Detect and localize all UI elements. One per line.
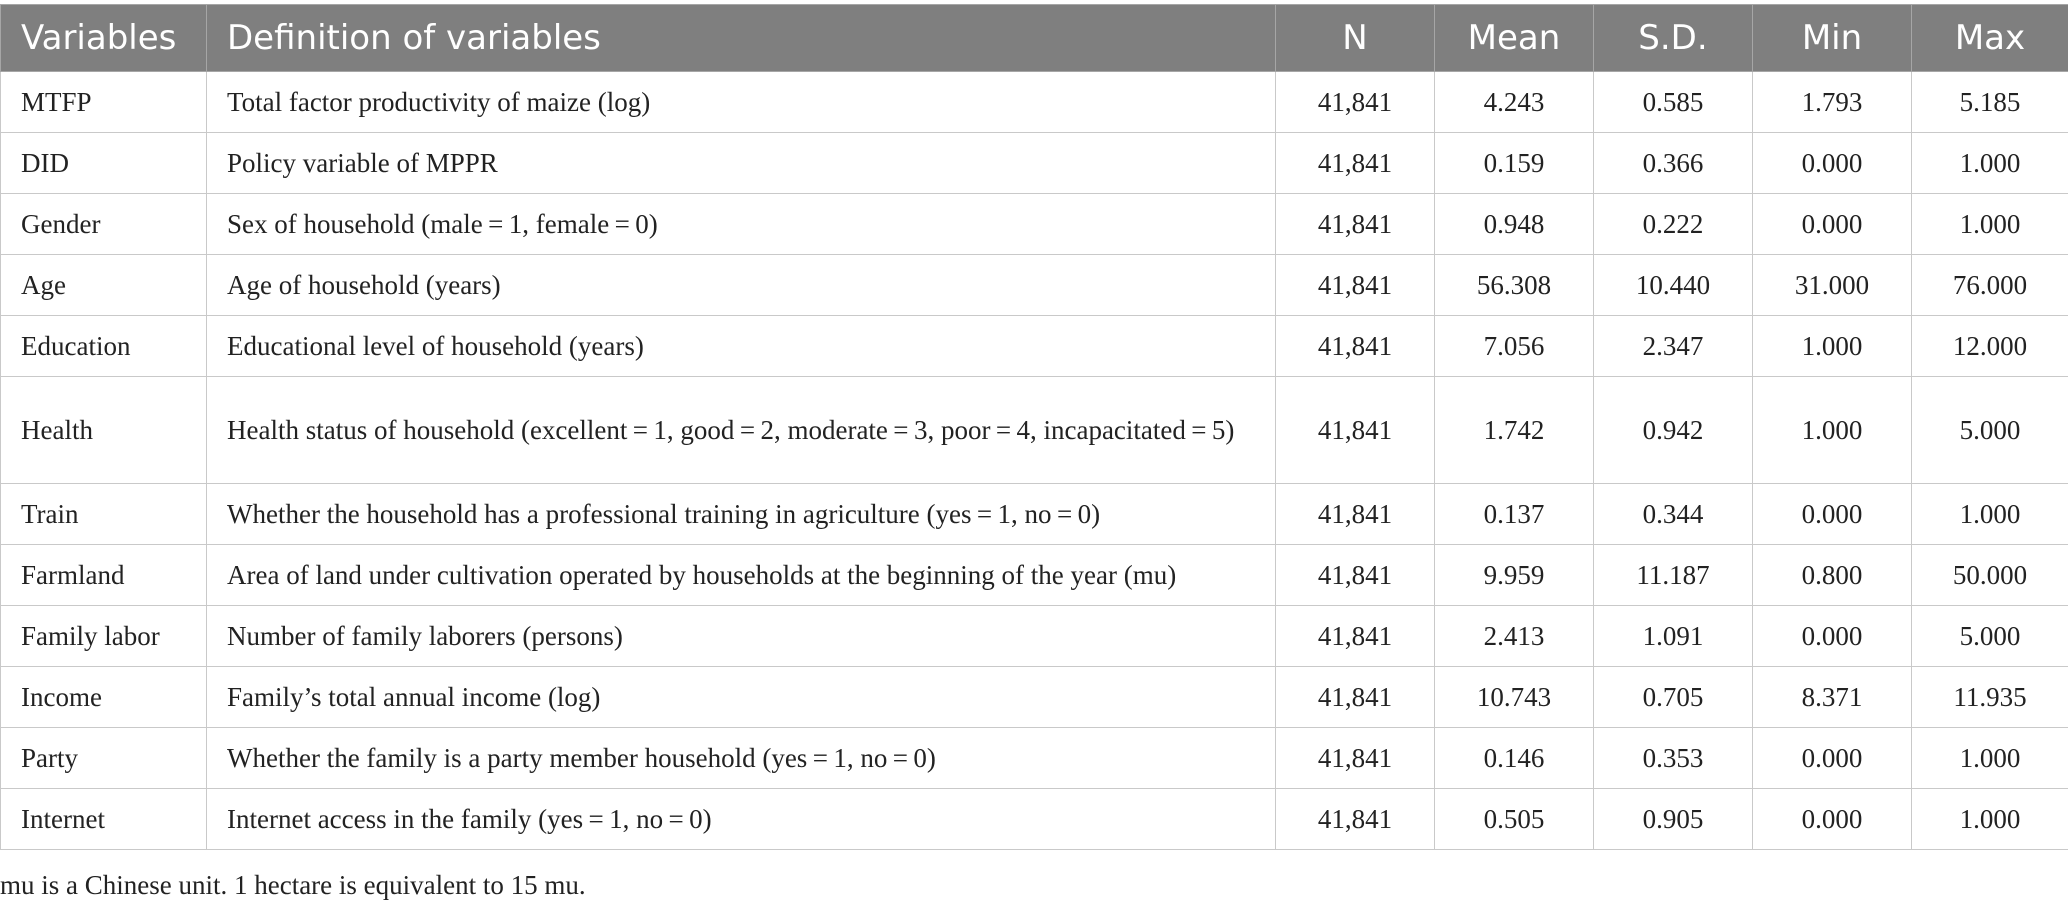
cell-variable: DID [1, 133, 207, 194]
cell-variable: MTFP [1, 72, 207, 133]
cell-sd: 0.942 [1594, 377, 1753, 484]
cell-variable: Gender [1, 194, 207, 255]
table-body [1, 72, 2068, 850]
table-row [1, 728, 2068, 789]
header-definition: Definition of variables [207, 5, 1276, 72]
cell-mean: 4.243 [1435, 72, 1594, 133]
cell-variable: Farmland [1, 545, 207, 606]
cell-n: 41,841 [1276, 133, 1435, 194]
summary-statistics-table-container [0, 4, 2068, 850]
cell-sd: 0.705 [1594, 667, 1753, 728]
cell-sd: 0.222 [1594, 194, 1753, 255]
table-row [1, 133, 2068, 194]
cell-min: 0.000 [1753, 194, 1912, 255]
table-row [1, 377, 2068, 484]
cell-n: 41,841 [1276, 545, 1435, 606]
cell-mean: 0.505 [1435, 789, 1594, 850]
cell-min: 0.000 [1753, 484, 1912, 545]
cell-min: 0.000 [1753, 728, 1912, 789]
cell-min: 0.800 [1753, 545, 1912, 606]
cell-sd: 0.344 [1594, 484, 1753, 545]
header-variables: Variables [1, 5, 207, 72]
summary-statistics-table [0, 4, 2068, 850]
cell-min: 0.000 [1753, 789, 1912, 850]
cell-sd: 2.347 [1594, 316, 1753, 377]
cell-n: 41,841 [1276, 484, 1435, 545]
table-footnote: mu is a Chinese unit. 1 hectare is equivalent to 15 mu. [0, 870, 586, 900]
cell-variable: Internet [1, 789, 207, 850]
cell-n: 41,841 [1276, 255, 1435, 316]
cell-mean: 0.137 [1435, 484, 1594, 545]
cell-max: 1.000 [1912, 728, 2068, 789]
table-row [1, 72, 2068, 133]
table-row [1, 316, 2068, 377]
cell-max: 5.000 [1912, 606, 2068, 667]
cell-definition: Total factor productivity of maize (log) [207, 72, 1276, 133]
cell-sd: 10.440 [1594, 255, 1753, 316]
cell-min: 0.000 [1753, 606, 1912, 667]
cell-min: 1.000 [1753, 316, 1912, 377]
header-max: Max [1912, 5, 2068, 72]
cell-definition: Family’s total annual income (log) [207, 667, 1276, 728]
cell-definition: Health status of household (excellent = 1, good = 2, moderate = 3, poor = 4, incapacitated = 5) [207, 377, 1276, 484]
table-row [1, 484, 2068, 545]
table-row [1, 667, 2068, 728]
cell-mean: 1.742 [1435, 377, 1594, 484]
cell-n: 41,841 [1276, 606, 1435, 667]
cell-n: 41,841 [1276, 194, 1435, 255]
cell-max: 11.935 [1912, 667, 2068, 728]
cell-definition: Whether the family is a party member household (yes = 1, no = 0) [207, 728, 1276, 789]
cell-variable: Family labor [1, 606, 207, 667]
cell-min: 0.000 [1753, 133, 1912, 194]
cell-min: 1.793 [1753, 72, 1912, 133]
cell-min: 1.000 [1753, 377, 1912, 484]
cell-variable: Education [1, 316, 207, 377]
cell-mean: 2.413 [1435, 606, 1594, 667]
cell-min: 8.371 [1753, 667, 1912, 728]
cell-definition: Number of family laborers (persons) [207, 606, 1276, 667]
table-row [1, 606, 2068, 667]
cell-definition: Whether the household has a professional training in agriculture (yes = 1, no = 0) [207, 484, 1276, 545]
header-mean: Mean [1435, 5, 1594, 72]
cell-variable: Income [1, 667, 207, 728]
cell-mean: 10.743 [1435, 667, 1594, 728]
cell-definition: Age of household (years) [207, 255, 1276, 316]
cell-sd: 0.366 [1594, 133, 1753, 194]
cell-sd: 0.905 [1594, 789, 1753, 850]
cell-sd: 1.091 [1594, 606, 1753, 667]
cell-variable: Train [1, 484, 207, 545]
cell-variable: Age [1, 255, 207, 316]
cell-n: 41,841 [1276, 728, 1435, 789]
cell-mean: 0.159 [1435, 133, 1594, 194]
cell-min: 31.000 [1753, 255, 1912, 316]
cell-max: 1.000 [1912, 133, 2068, 194]
cell-sd: 11.187 [1594, 545, 1753, 606]
cell-variable: Party [1, 728, 207, 789]
table-row [1, 789, 2068, 850]
cell-mean: 56.308 [1435, 255, 1594, 316]
cell-definition: Educational level of household (years) [207, 316, 1276, 377]
header-sd: S.D. [1594, 5, 1753, 72]
cell-max: 5.000 [1912, 377, 2068, 484]
cell-n: 41,841 [1276, 316, 1435, 377]
cell-mean: 7.056 [1435, 316, 1594, 377]
cell-max: 5.185 [1912, 72, 2068, 133]
cell-n: 41,841 [1276, 667, 1435, 728]
table-row [1, 255, 2068, 316]
table-header-row [1, 5, 2068, 72]
cell-n: 41,841 [1276, 72, 1435, 133]
cell-mean: 0.146 [1435, 728, 1594, 789]
header-min: Min [1753, 5, 1912, 72]
cell-mean: 9.959 [1435, 545, 1594, 606]
cell-max: 76.000 [1912, 255, 2068, 316]
cell-n: 41,841 [1276, 377, 1435, 484]
cell-sd: 0.585 [1594, 72, 1753, 133]
cell-sd: 0.353 [1594, 728, 1753, 789]
cell-max: 1.000 [1912, 194, 2068, 255]
cell-max: 50.000 [1912, 545, 2068, 606]
cell-definition: Sex of household (male = 1, female = 0) [207, 194, 1276, 255]
table-row [1, 545, 2068, 606]
cell-max: 1.000 [1912, 484, 2068, 545]
cell-definition: Internet access in the family (yes = 1, no = 0) [207, 789, 1276, 850]
cell-mean: 0.948 [1435, 194, 1594, 255]
cell-n: 41,841 [1276, 789, 1435, 850]
header-n: N [1276, 5, 1435, 72]
cell-max: 12.000 [1912, 316, 2068, 377]
table-row [1, 194, 2068, 255]
cell-max: 1.000 [1912, 789, 2068, 850]
cell-definition: Area of land under cultivation operated by households at the beginning of the year (mu) [207, 545, 1276, 606]
cell-variable: Health [1, 377, 207, 484]
cell-definition: Policy variable of MPPR [207, 133, 1276, 194]
